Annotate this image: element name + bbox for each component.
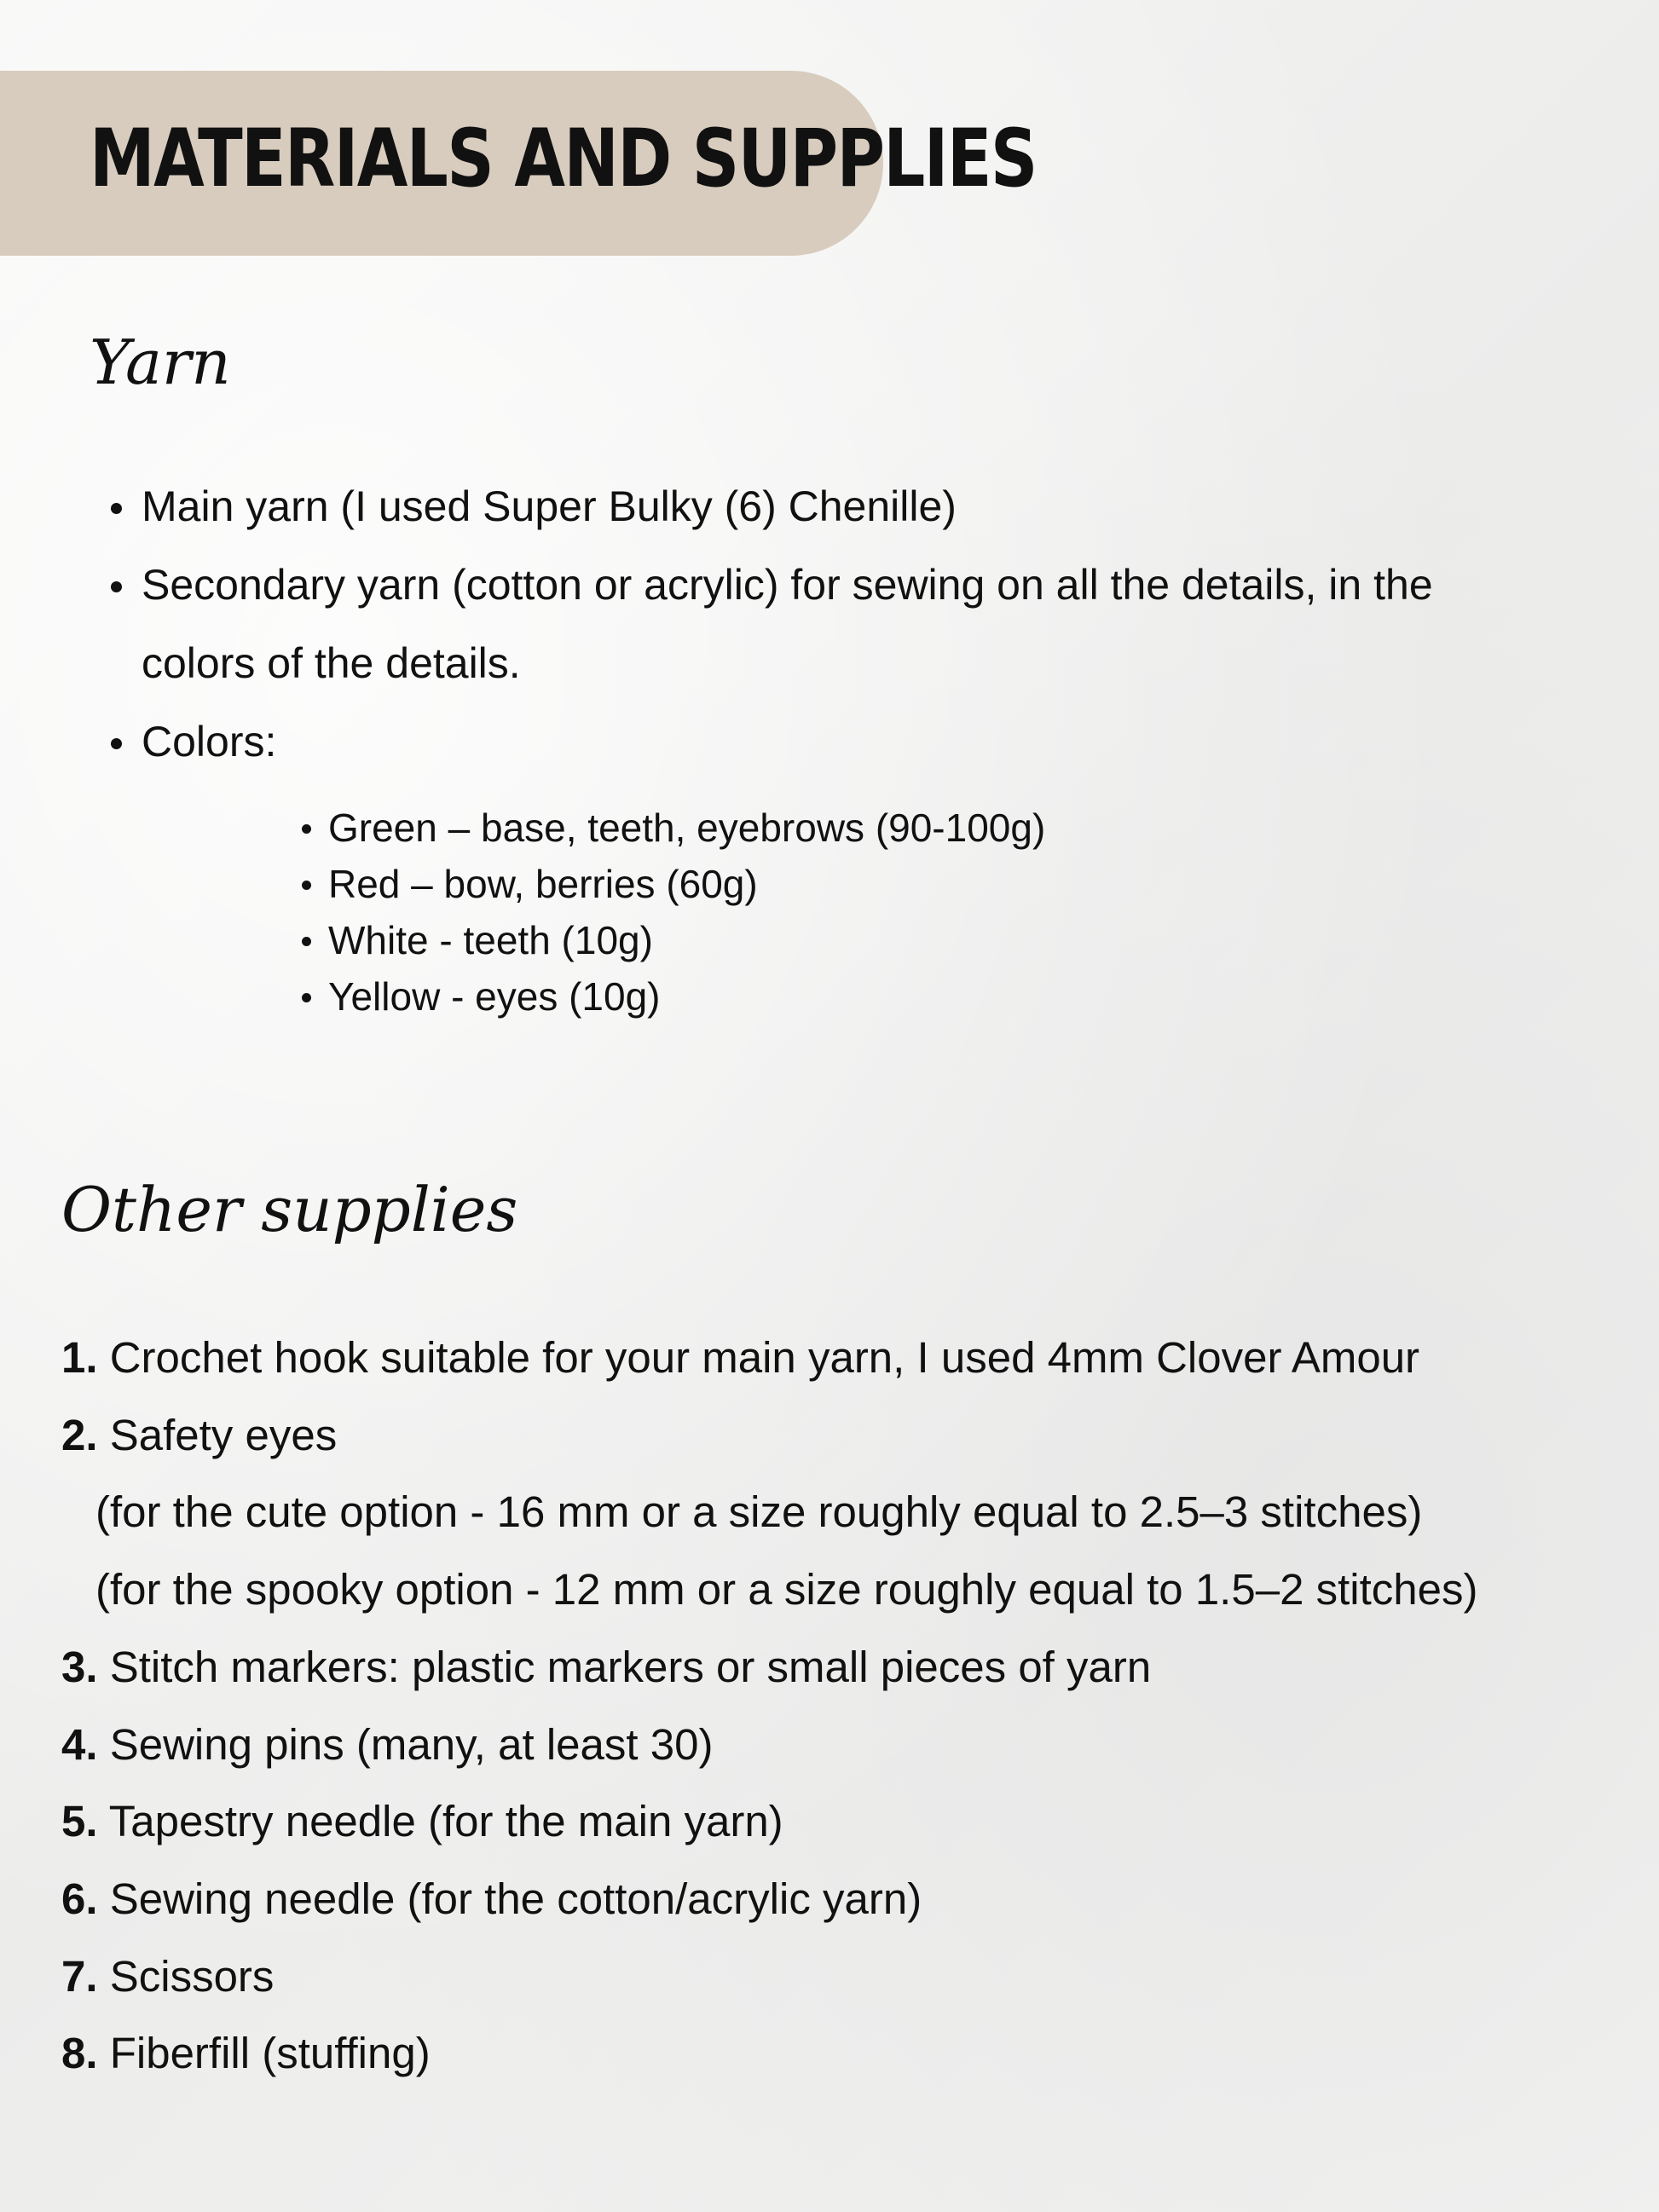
- list-item: Main yarn (I used Super Bulky (6) Chenille): [85, 467, 1517, 546]
- list-item: [61, 1320, 1478, 1397]
- list-item: White - teeth (10g): [294, 912, 1045, 968]
- list-item: [61, 1938, 1478, 2016]
- page-title: MATERIALS AND SUPPLIES: [90, 113, 1037, 205]
- item-text: Crochet hook suitable for your main yarn, I used 4mm Clover Amour: [97, 1333, 1420, 1382]
- list-item: Green – base, teeth, eyebrows (90-100g): [294, 800, 1045, 856]
- list-item: [61, 1474, 1478, 1551]
- list-item: [61, 1861, 1478, 1938]
- yarn-section-title: Yarn: [90, 326, 231, 398]
- item-number: 7.: [61, 1951, 98, 2001]
- item-text: Sewing pins (many, at least 30): [97, 1719, 714, 1769]
- item-text: (for the spooky option - 12 mm or a size roughly equal to 1.5–2 stitches): [95, 1565, 1478, 1614]
- item-text: Scissors: [97, 1951, 275, 2001]
- item-text: Stitch markers: plastic markers or small pieces of yarn: [97, 1642, 1152, 1691]
- yarn-list: [85, 467, 1517, 781]
- list-item: [61, 2015, 1478, 2093]
- list-item: Colors:: [85, 702, 1517, 781]
- list-item: [61, 1551, 1478, 1629]
- item-number: 5.: [61, 1797, 98, 1846]
- item-number: 6.: [61, 1874, 98, 1923]
- item-text: Fiberfill (stuffing): [97, 2029, 431, 2078]
- list-item: Yellow - eyes (10g): [294, 968, 1045, 1025]
- other-supplies-list: [61, 1320, 1478, 2093]
- yarn-color-list: [294, 800, 1045, 1025]
- item-text: (for the cute option - 16 mm or a size roughly equal to 2.5–3 stitches): [95, 1487, 1423, 1537]
- list-item: [61, 1707, 1478, 1784]
- list-item: [61, 1629, 1478, 1707]
- list-item: Red – bow, berries (60g): [294, 856, 1045, 912]
- list-item: [61, 1397, 1478, 1475]
- item-number: 3.: [61, 1642, 98, 1691]
- item-number: 1.: [61, 1333, 98, 1382]
- item-text: Sewing needle (for the cotton/acrylic yarn): [97, 1874, 922, 1923]
- item-number: 4.: [61, 1719, 98, 1769]
- item-text: Safety eyes: [97, 1410, 338, 1459]
- item-text: Tapestry needle (for the main yarn): [97, 1797, 783, 1846]
- list-item: [61, 1783, 1478, 1861]
- list-item: Secondary yarn (cotton or acrylic) for sewing on all the details, in the colors of the details.: [85, 546, 1517, 702]
- item-number: 2.: [61, 1410, 98, 1459]
- item-number: 8.: [61, 2029, 98, 2078]
- other-supplies-title: Other supplies: [61, 1174, 518, 1245]
